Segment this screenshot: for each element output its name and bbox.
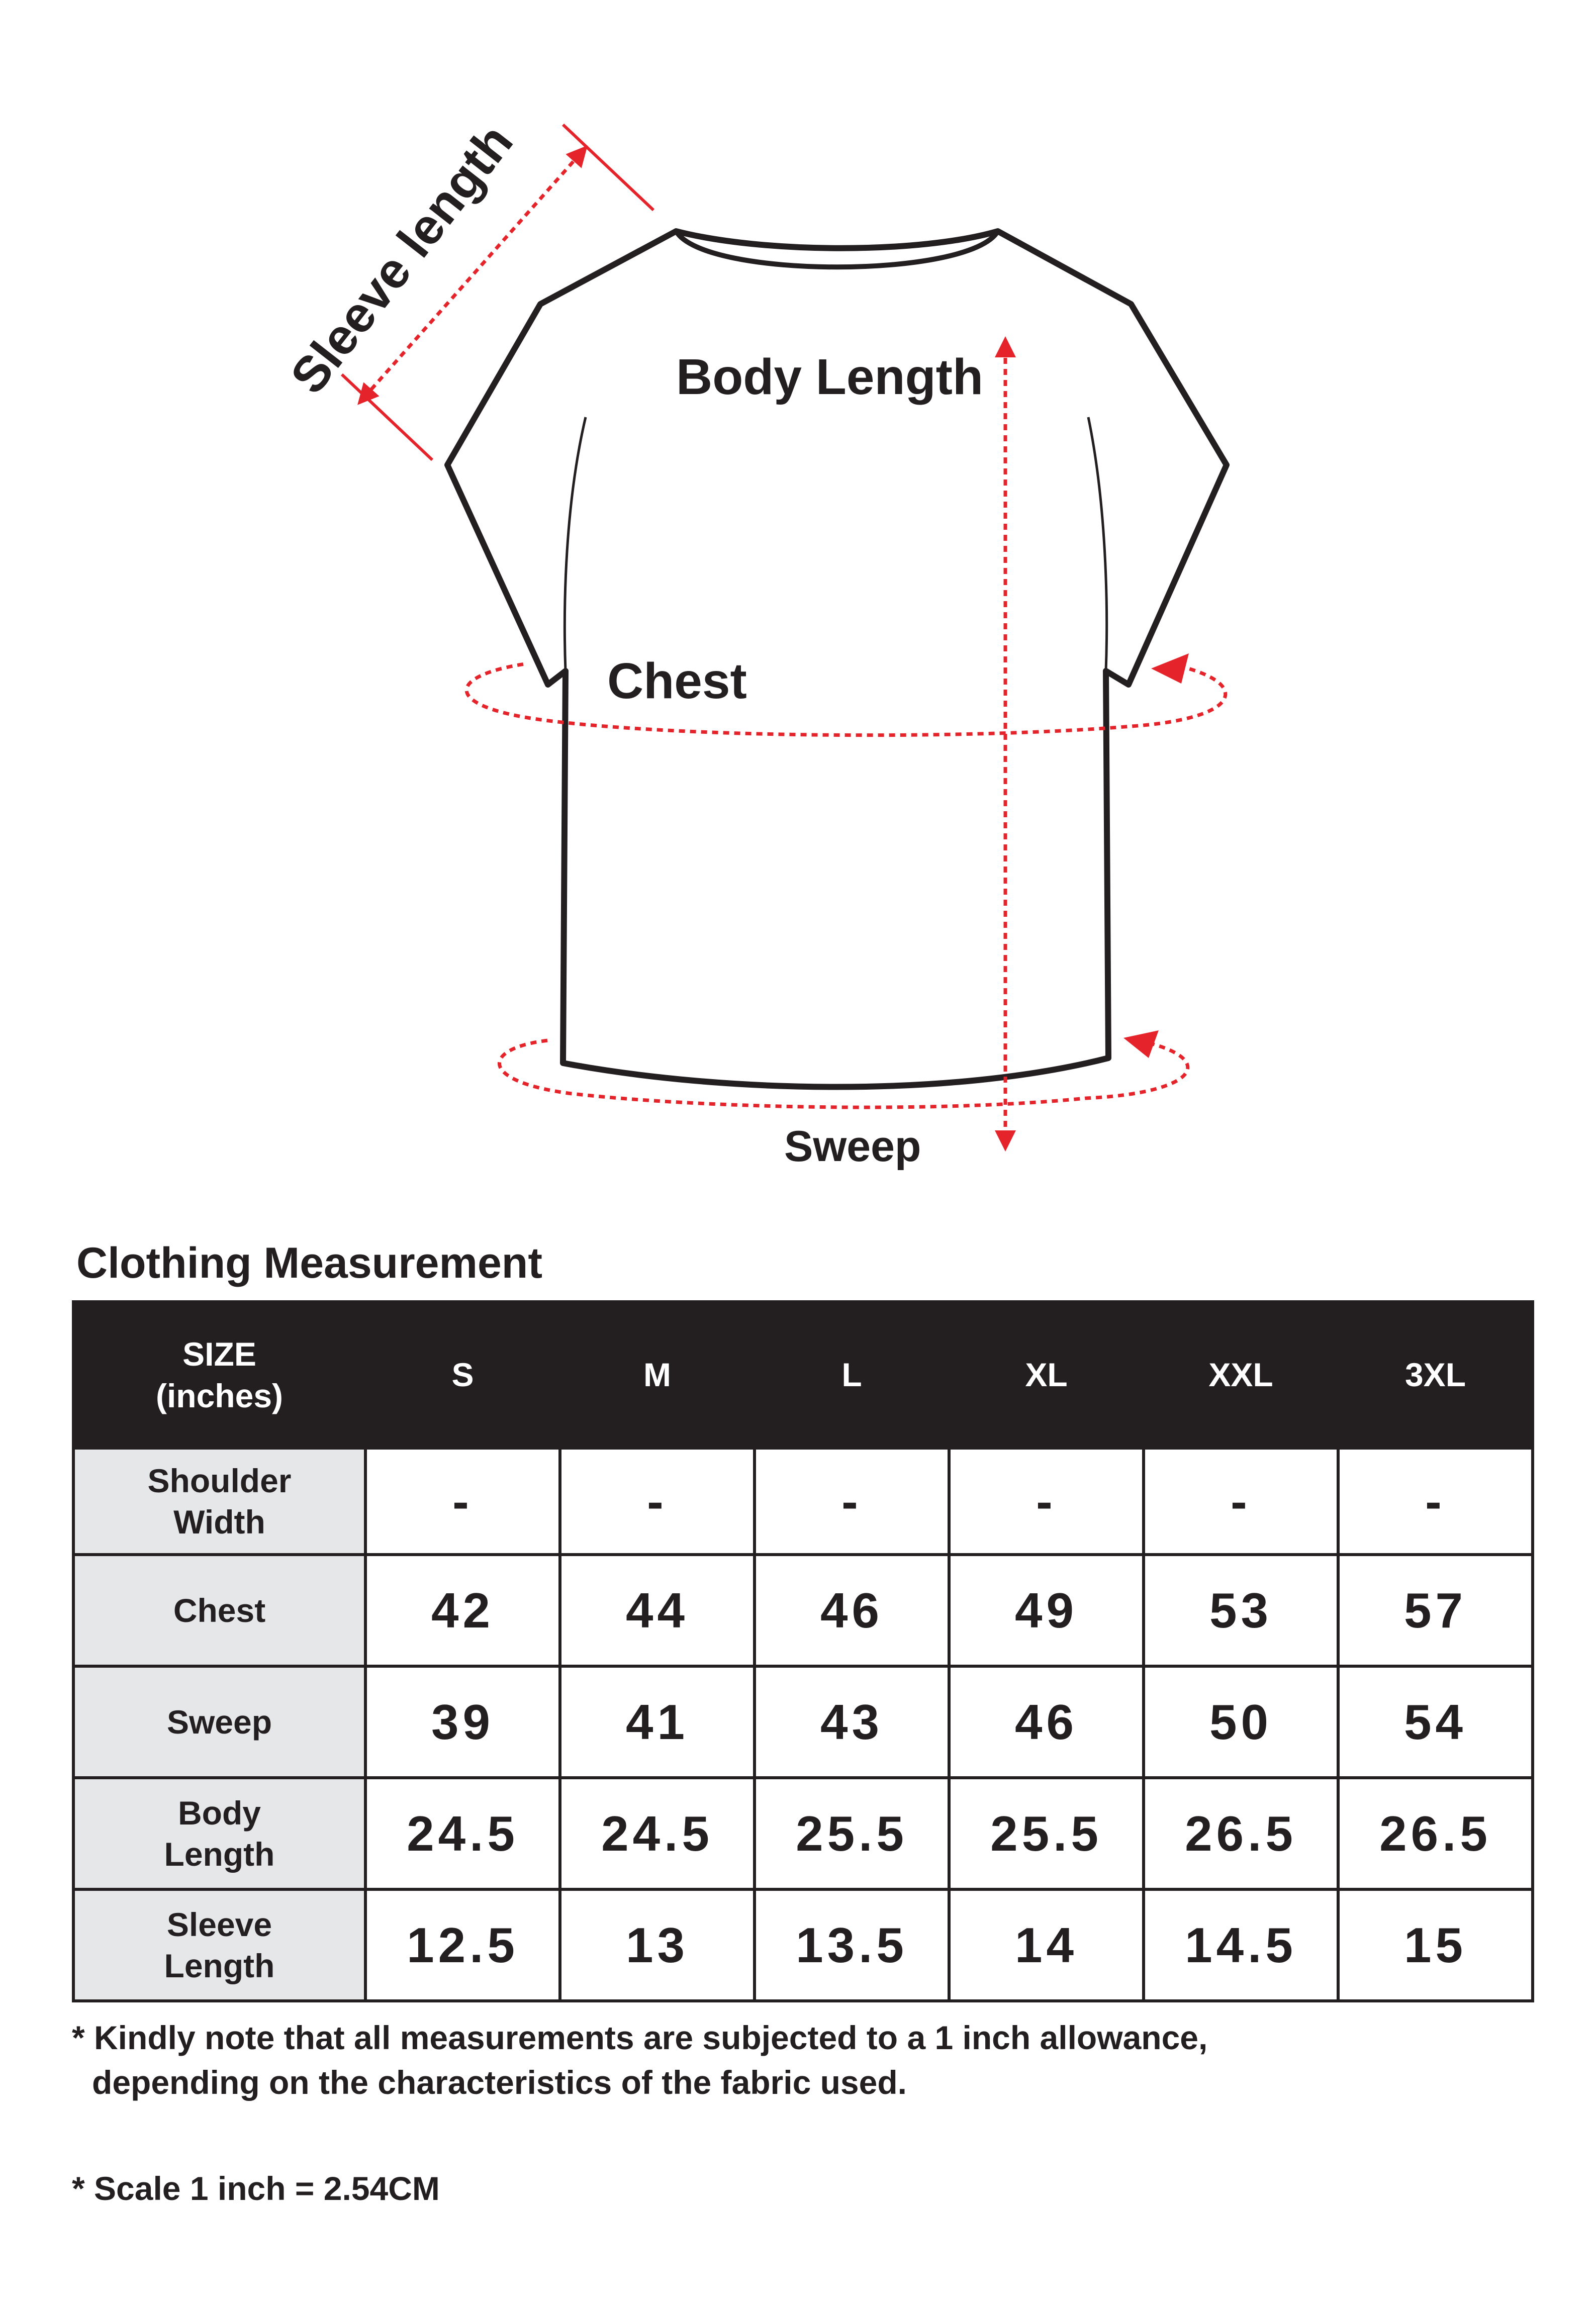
row-label — [73, 1448, 365, 1555]
allowance-note-line-1: * Kindly note that all measurements are subjected to a 1 inch allowance, — [72, 2019, 1208, 2056]
table-cell: 42 — [365, 1555, 560, 1666]
size-column-header: L — [755, 1302, 949, 1448]
table-cell: 39 — [365, 1666, 560, 1778]
size-header-line-1: SIZE — [182, 1335, 256, 1373]
table-cell: 41 — [560, 1666, 755, 1778]
table-title: Clothing Measurement — [76, 1239, 542, 1287]
sleeve-length-label: Sleeve length — [279, 114, 524, 404]
table-cell: - — [1144, 1448, 1338, 1555]
row-label: Chest — [73, 1555, 365, 1666]
table-cell: 46 — [755, 1555, 949, 1666]
table-cell: 13 — [560, 1889, 755, 2001]
tshirt-left-side-line — [565, 417, 586, 671]
table-cell: 12.5 — [365, 1889, 560, 2001]
table-header-row — [73, 1302, 1533, 1448]
size-column-header: XL — [949, 1302, 1144, 1448]
table-cell: 14 — [949, 1889, 1144, 2001]
table-cell: 24.5 — [365, 1778, 560, 1889]
allowance-note — [72, 2015, 1207, 2105]
table-cell: 25.5 — [949, 1778, 1144, 1889]
row-label-line-1: Body — [178, 1794, 261, 1832]
size-column-header: 3XL — [1338, 1302, 1533, 1448]
table-cell: 14.5 — [1144, 1889, 1338, 2001]
row-label-line-2: Length — [164, 1836, 275, 1873]
size-chart-table — [72, 1300, 1534, 2002]
size-header-cell — [73, 1302, 365, 1448]
table-cell: 26.5 — [1338, 1778, 1533, 1889]
sleeve-length-tick-top — [563, 125, 653, 210]
table-cell: 50 — [1144, 1666, 1338, 1778]
table-cell: - — [1338, 1448, 1533, 1555]
table-row-chest — [73, 1555, 1533, 1666]
table-cell: 49 — [949, 1555, 1144, 1666]
table-cell: - — [755, 1448, 949, 1555]
table-cell: 44 — [560, 1555, 755, 1666]
table-cell: 57 — [1338, 1555, 1533, 1666]
table-cell: - — [560, 1448, 755, 1555]
table-row-sweep — [73, 1666, 1533, 1778]
chest-arrowhead — [1151, 653, 1189, 684]
size-column-header: M — [560, 1302, 755, 1448]
table-cell: 53 — [1144, 1555, 1338, 1666]
tshirt-right-side-line — [1088, 417, 1107, 671]
table-cell: 25.5 — [755, 1778, 949, 1889]
table-cell: 26.5 — [1144, 1778, 1338, 1889]
sweep-label: Sweep — [784, 1122, 921, 1171]
table-cell: 15 — [1338, 1889, 1533, 2001]
row-label: Sweep — [73, 1666, 365, 1778]
table-cell: - — [365, 1448, 560, 1555]
sleeve-length-tick-bottom — [342, 374, 432, 460]
table-cell: 46 — [949, 1666, 1144, 1778]
table-cell: 13.5 — [755, 1889, 949, 2001]
table-row-body-length — [73, 1778, 1533, 1889]
sweep-arrowhead — [1123, 1030, 1159, 1058]
table-row-sleeve-length — [73, 1889, 1533, 2001]
size-column-header: XXL — [1144, 1302, 1338, 1448]
table-cell: 43 — [755, 1666, 949, 1778]
row-label — [73, 1889, 365, 2001]
size-header-line-2: (inches) — [155, 1377, 284, 1414]
table-row-shoulder-width — [73, 1448, 1533, 1555]
allowance-note-line-2: depending on the characteristics of the fabric used. — [92, 2064, 907, 2101]
scale-note: * Scale 1 inch = 2.54CM — [72, 2170, 440, 2207]
row-label-line-2: Width — [173, 1503, 265, 1541]
row-label-line-1: Shoulder — [147, 1462, 292, 1499]
sweep-measure-ellipse — [499, 1040, 1187, 1107]
table-cell: 24.5 — [560, 1778, 755, 1889]
body-length-label: Body Length — [676, 349, 984, 405]
table-cell: 54 — [1338, 1666, 1533, 1778]
table-cell: - — [949, 1448, 1144, 1555]
row-label-line-2: Length — [164, 1947, 275, 1984]
row-label — [73, 1778, 365, 1889]
chest-label: Chest — [607, 653, 747, 709]
row-label-line-1: Sleeve — [166, 1905, 272, 1943]
size-column-header: S — [365, 1302, 560, 1448]
